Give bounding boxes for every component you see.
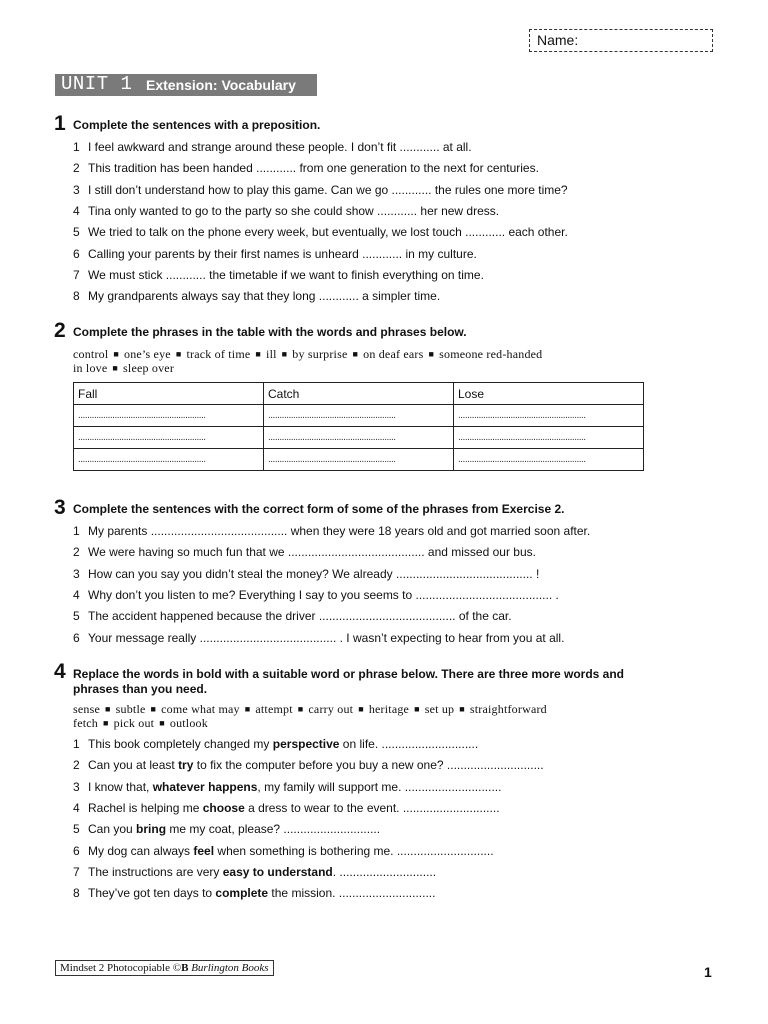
word-bank-item: sense bbox=[73, 702, 100, 716]
separator-square-icon: ■ bbox=[352, 349, 359, 359]
phrases-table bbox=[73, 382, 644, 471]
blank-cell[interactable]: ........................................................ bbox=[454, 427, 644, 449]
word-bank-item: straightforward bbox=[469, 702, 547, 716]
item-number: 2 bbox=[73, 161, 80, 176]
blank-cell[interactable]: ........................................................ bbox=[74, 449, 264, 471]
item-number: 5 bbox=[73, 225, 80, 240]
exercise-2-title: Complete the phrases in the table with the words and phrases below. bbox=[73, 325, 467, 339]
item-text: Tina only wanted to go to the party so she could show ............ her new dress. bbox=[88, 203, 500, 218]
item-number: 7 bbox=[73, 267, 80, 282]
separator-square-icon: ■ bbox=[175, 349, 182, 359]
table-row bbox=[74, 427, 644, 449]
unit-label: UNIT 1 bbox=[61, 73, 133, 95]
separator-square-icon: ■ bbox=[105, 704, 111, 714]
item-text: This tradition has been handed ............ from one generation to the next for centuries. bbox=[88, 161, 539, 176]
item-text: How can you say you didn’t steal the money? We already ......................................... ! bbox=[88, 566, 540, 581]
word-bank-item: one’s eye bbox=[124, 347, 171, 361]
item-text: . ............................. bbox=[332, 864, 437, 879]
separator-square-icon: ■ bbox=[297, 704, 304, 714]
word-bank-item: sleep over bbox=[123, 361, 175, 375]
separator-square-icon: ■ bbox=[113, 349, 120, 359]
header-catch: Catch bbox=[264, 383, 454, 405]
word-bank-item: by surprise bbox=[292, 347, 348, 361]
list-item bbox=[73, 161, 539, 176]
item-text: My dog can always bbox=[88, 843, 194, 858]
item-text: Can you bbox=[88, 822, 137, 837]
publisher-logo-mark: B bbox=[181, 962, 189, 974]
list-item bbox=[73, 758, 544, 773]
list-item bbox=[73, 567, 539, 582]
list-item bbox=[73, 822, 380, 837]
header-lose: Lose bbox=[454, 383, 644, 405]
item-text: Calling your parents by their first names is unheard ............ in my culture. bbox=[88, 246, 477, 261]
item-number: 1 bbox=[73, 524, 80, 538]
blank-cell[interactable]: ........................................................ bbox=[74, 405, 264, 427]
item-text: I know that, bbox=[88, 779, 153, 794]
word-bank-item: subtle bbox=[115, 702, 146, 716]
list-item bbox=[73, 631, 564, 646]
item-number: 3 bbox=[73, 182, 80, 197]
list-item bbox=[73, 886, 435, 901]
item-text: We must stick ............ the timetable if we want to finish everything on time. bbox=[88, 267, 484, 282]
blank-cell[interactable]: ........................................................ bbox=[454, 449, 644, 471]
item-text: Rachel is helping me bbox=[88, 800, 203, 815]
item-number: 1 bbox=[73, 140, 80, 154]
separator-square-icon: ■ bbox=[102, 718, 109, 728]
exercise-4-title-line1: Replace the words in bold with a suitable word or phrase below. There are three more words and bbox=[73, 667, 625, 681]
bold-phrase: easy to understand bbox=[222, 864, 333, 879]
item-text: They’ve got ten days to bbox=[88, 886, 216, 901]
exercise-1-title: Complete the sentences with a preposition. bbox=[73, 118, 321, 132]
name-label: Name: bbox=[537, 32, 579, 48]
item-text: The instructions are very bbox=[88, 864, 223, 879]
separator-square-icon: ■ bbox=[281, 349, 288, 359]
list-item bbox=[73, 545, 536, 560]
word-bank-item: outlook bbox=[169, 716, 208, 730]
item-text: on life. ............................. bbox=[339, 737, 479, 751]
separator-square-icon: ■ bbox=[112, 363, 119, 373]
item-number: 2 bbox=[73, 758, 80, 773]
word-bank-item: attempt bbox=[255, 702, 293, 716]
item-text: My parents ......................................... when they were 18 years old and got married soon after. bbox=[88, 524, 591, 538]
item-number: 8 bbox=[73, 886, 80, 901]
blank-cell[interactable]: ........................................................ bbox=[264, 427, 454, 449]
list-item bbox=[73, 225, 568, 240]
exercise-2-word-bank-line2 bbox=[73, 361, 174, 377]
item-number: 1 bbox=[73, 737, 80, 751]
item-text: , my family will support me. ............................. bbox=[257, 779, 502, 794]
item-text: The accident happened because the driver ......................................... of the car. bbox=[88, 609, 512, 624]
name-field[interactable] bbox=[529, 29, 713, 52]
item-text: Can you at least bbox=[88, 758, 179, 773]
separator-square-icon: ■ bbox=[150, 704, 157, 714]
publisher-name: Burlington Books bbox=[191, 962, 269, 974]
separator-square-icon: ■ bbox=[428, 349, 435, 359]
list-item bbox=[73, 780, 501, 795]
list-item bbox=[73, 268, 484, 283]
word-bank-item: track of time bbox=[186, 347, 251, 361]
item-number: 3 bbox=[73, 779, 80, 794]
exercise-4-title-line2: phrases than you need. bbox=[73, 682, 208, 696]
item-text: I feel awkward and strange around these people. I don’t fit ............ at all. bbox=[88, 140, 472, 154]
blank-cell[interactable]: ........................................................ bbox=[454, 405, 644, 427]
item-text: when something is bothering me. ............................. bbox=[214, 843, 494, 858]
item-number: 3 bbox=[73, 566, 80, 581]
page-number: 1 bbox=[704, 964, 712, 980]
item-number: 4 bbox=[73, 800, 80, 815]
item-number: 5 bbox=[73, 822, 80, 837]
table-row bbox=[74, 405, 644, 427]
item-text: a dress to wear to the event. ............................. bbox=[244, 800, 500, 815]
list-item bbox=[73, 247, 477, 262]
list-item bbox=[73, 140, 472, 155]
item-number: 8 bbox=[73, 289, 80, 304]
exercise-3-title: Complete the sentences with the correct form of some of the phrases from Exercise 2. bbox=[73, 502, 565, 516]
blank-cell[interactable]: ........................................................ bbox=[264, 405, 454, 427]
bold-phrase: perspective bbox=[272, 737, 340, 751]
word-bank-item: control bbox=[73, 347, 109, 361]
table-row bbox=[74, 449, 644, 471]
list-item bbox=[73, 865, 436, 880]
list-item bbox=[73, 737, 478, 752]
list-item bbox=[73, 609, 512, 624]
bold-phrase: complete bbox=[215, 886, 269, 901]
list-item bbox=[73, 204, 499, 219]
list-item bbox=[73, 844, 494, 859]
table-header-row bbox=[74, 383, 644, 405]
item-number: 4 bbox=[73, 587, 80, 602]
separator-square-icon: ■ bbox=[255, 349, 262, 359]
exercise-2-number: 2 bbox=[54, 319, 66, 342]
word-bank-item: fetch bbox=[73, 716, 98, 730]
blank-cell[interactable]: ........................................................ bbox=[74, 427, 264, 449]
footer-copyright bbox=[55, 960, 274, 976]
item-text: I still don’t understand how to play this game. Can we go ............ the rules one more time? bbox=[88, 182, 568, 197]
bold-phrase: whatever happens bbox=[152, 779, 258, 794]
separator-square-icon: ■ bbox=[459, 704, 465, 714]
bold-phrase: choose bbox=[202, 800, 245, 815]
item-number: 6 bbox=[73, 843, 80, 858]
item-number: 2 bbox=[73, 545, 80, 560]
list-item bbox=[73, 183, 568, 198]
item-text: We were having so much fun that we ......................................... and missed our bus. bbox=[88, 545, 536, 560]
item-number: 6 bbox=[73, 246, 80, 261]
unit-banner bbox=[55, 74, 317, 96]
separator-square-icon: ■ bbox=[159, 718, 165, 728]
list-item bbox=[73, 289, 440, 304]
item-text: This book completely changed my bbox=[88, 737, 273, 751]
word-bank-item: come what may bbox=[161, 702, 240, 716]
item-text: Your message really ......................................... . I wasn’t expecting to hear from you at all. bbox=[88, 630, 565, 645]
unit-subtitle: Extension: Vocabulary bbox=[146, 77, 296, 93]
bold-phrase: bring bbox=[136, 822, 167, 837]
bold-phrase: feel bbox=[193, 843, 215, 858]
list-item bbox=[73, 588, 559, 603]
item-text: to fix the computer before you buy a new one? ............................. bbox=[193, 758, 544, 773]
word-bank-item: on deaf ears bbox=[363, 347, 424, 361]
word-bank-item: carry out bbox=[308, 702, 354, 716]
exercise-3-number: 3 bbox=[54, 496, 66, 519]
word-bank-item: in love bbox=[73, 361, 108, 375]
item-number: 4 bbox=[73, 203, 80, 218]
word-bank-item: someone red-handed bbox=[439, 347, 543, 361]
header-fall: Fall bbox=[74, 383, 264, 405]
separator-square-icon: ■ bbox=[244, 704, 251, 714]
bold-phrase: try bbox=[178, 758, 194, 773]
word-bank-item: heritage bbox=[368, 702, 410, 716]
exercise-4-word-bank-line2 bbox=[73, 716, 208, 732]
list-item bbox=[73, 801, 500, 816]
word-bank-item: ill bbox=[266, 347, 277, 361]
item-number: 6 bbox=[73, 630, 80, 645]
list-item bbox=[73, 524, 590, 539]
item-text: me my coat, please? ............................. bbox=[166, 822, 381, 837]
footer-text: Mindset 2 Photocopiable © bbox=[60, 962, 182, 974]
blank-cell[interactable]: ........................................................ bbox=[264, 449, 454, 471]
exercise-1-number: 1 bbox=[54, 112, 66, 135]
item-number: 5 bbox=[73, 609, 80, 624]
item-number: 7 bbox=[73, 864, 80, 879]
word-bank-item: set up bbox=[424, 702, 455, 716]
item-text: We tried to talk on the phone every week, but eventually, we lost touch ............ each other. bbox=[88, 225, 568, 240]
item-text: Why don’t you listen to me? Everything I say to you seems to ......................................... . bbox=[88, 587, 559, 602]
separator-square-icon: ■ bbox=[414, 704, 420, 714]
item-text: the mission. ............................. bbox=[268, 886, 436, 901]
exercise-4-number: 4 bbox=[54, 660, 66, 683]
item-text: My grandparents always say that they long ............ a simpler time. bbox=[88, 289, 441, 304]
separator-square-icon: ■ bbox=[358, 704, 364, 714]
word-bank-item: pick out bbox=[113, 716, 155, 730]
